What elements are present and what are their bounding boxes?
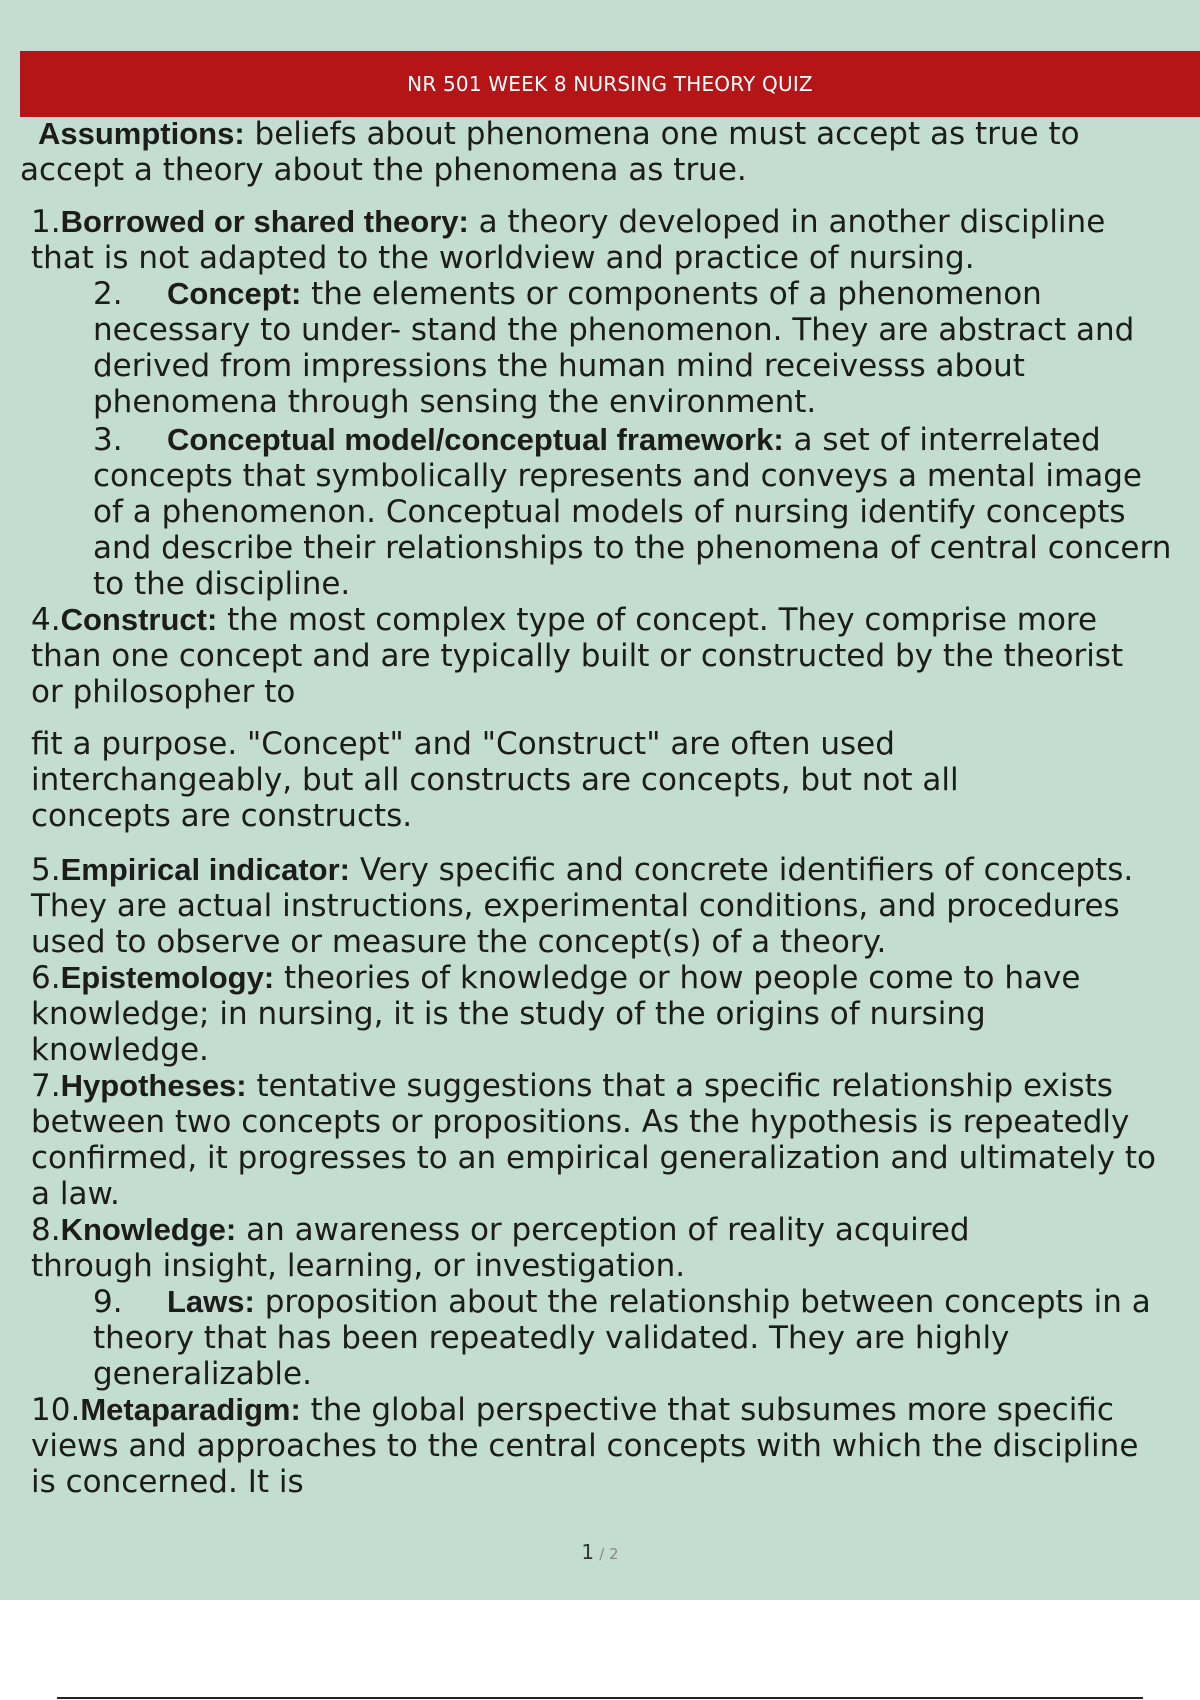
item-number: 4. <box>31 602 61 638</box>
definition-text: between two concepts or propositions. As the hypothesis is repeatedly <box>31 1104 1130 1140</box>
definition-text: interchangeably, but all constructs are concepts, but not all <box>31 762 959 798</box>
term: Conceptual model/conceptual framework: <box>167 422 784 457</box>
definition-item-9 <box>0 1284 1200 1392</box>
term: Empirical indicator: <box>60 852 350 887</box>
definition-text: tentative suggestions that a specific relationship exists <box>246 1068 1113 1104</box>
term: Laws: <box>167 1284 255 1319</box>
definition-text: theories of knowledge or how people come to have <box>274 960 1081 996</box>
construct-continuation <box>0 726 1200 834</box>
definition-text: concepts that symbolically represents and conveys a mental image <box>93 458 1142 494</box>
definition-text: accept a theory about the phenomena as true. <box>20 152 747 188</box>
item-number: 6. <box>31 960 61 996</box>
total-pages: / 2 <box>599 1545 619 1563</box>
definition-text: Very specific and concrete identifiers of concepts. <box>349 852 1134 888</box>
page-indicator <box>0 1540 1200 1564</box>
definition-text: knowledge; in nursing, it is the study of the origins of nursing <box>31 996 986 1032</box>
definition-text: an awareness or perception of reality acquired <box>236 1212 970 1248</box>
definition-item-2 <box>0 276 1200 420</box>
definition-item-1 <box>0 204 1200 276</box>
item-number: 2. <box>93 276 123 312</box>
definition-text: fit a purpose. "Concept" and "Construct" are often used <box>31 726 895 762</box>
term: Assumptions: <box>38 116 245 151</box>
definition-text: is concerned. It is <box>31 1464 304 1500</box>
definition-item-10 <box>0 1392 1200 1500</box>
item-number: 10. <box>31 1392 81 1428</box>
document-body <box>0 116 1200 1500</box>
definition-text: a set of interrelated <box>783 422 1101 458</box>
definition-text: the global perspective that subsumes more specific <box>300 1392 1114 1428</box>
term: Knowledge: <box>60 1212 237 1247</box>
definition-item-6 <box>0 960 1200 1068</box>
item-number: 9. <box>93 1284 123 1320</box>
definition-text: a law. <box>31 1176 120 1212</box>
current-page-number: 1 <box>581 1540 595 1564</box>
definition-text: to the discipline. <box>93 566 351 602</box>
item-number: 1. <box>31 204 61 240</box>
definition-text: generalizable. <box>93 1356 312 1392</box>
item-number: 5. <box>31 852 61 888</box>
divider-line <box>57 1697 1143 1699</box>
definition-text: used to observe or measure the concept(s) of a theory. <box>31 924 887 960</box>
definition-text: through insight, learning, or investigation. <box>31 1248 686 1284</box>
definition-text: proposition about the relationship between concepts in a <box>254 1284 1151 1320</box>
definition-text: the most complex type of concept. They comprise more <box>217 602 1098 638</box>
term: Metaparadigm: <box>80 1392 301 1427</box>
term: Epistemology: <box>60 960 275 995</box>
definition-text: knowledge. <box>31 1032 209 1068</box>
item-number: 7. <box>31 1068 61 1104</box>
definition-text: confirmed, it progresses to an empirical generalization and ultimately to <box>31 1140 1156 1176</box>
item-number: 3. <box>93 422 123 458</box>
document-header <box>20 51 1200 117</box>
definition-text: that is not adapted to the worldview and practice of nursing. <box>31 240 975 276</box>
definition-text: They are actual instructions, experimental conditions, and procedures <box>31 888 1120 924</box>
definition-text: concepts are constructs. <box>31 798 413 834</box>
definition-text: of a phenomenon. Conceptual models of nursing identify concepts <box>93 494 1126 530</box>
definition-item-5 <box>0 852 1200 960</box>
definition-item-8 <box>0 1212 1200 1284</box>
definition-text: necessary to under- stand the phenomenon. They are abstract and <box>93 312 1135 348</box>
definition-text: or philosopher to <box>31 674 296 710</box>
term: Hypotheses: <box>60 1068 247 1103</box>
definition-text: theory that has been repeatedly validated. They are highly <box>93 1320 1010 1356</box>
assumptions-definition <box>0 116 1200 188</box>
definition-text: a theory developed in another discipline <box>468 204 1106 240</box>
definition-text: the elements or components of a phenomenon <box>301 276 1042 312</box>
term: Concept: <box>167 276 302 311</box>
definition-text: views and approaches to the central concepts with which the discipline <box>31 1428 1139 1464</box>
definition-text: than one concept and are typically built or constructed by the theorist <box>31 638 1124 674</box>
definition-text: beliefs about phenomena one must accept as true to <box>244 116 1080 152</box>
definition-text: derived from impressions the human mind receivesss about <box>93 348 1025 384</box>
item-number: 8. <box>31 1212 61 1248</box>
term: Construct: <box>60 602 218 637</box>
definition-text: phenomena through sensing the environment. <box>93 384 817 420</box>
header-title: NR 501 WEEK 8 NURSING THEORY QUIZ <box>407 72 813 96</box>
term: Borrowed or shared theory: <box>60 204 469 239</box>
definition-text: and describe their relationships to the phenomena of central concern <box>93 530 1172 566</box>
definition-item-3 <box>0 422 1200 602</box>
definition-item-7 <box>0 1068 1200 1212</box>
definition-item-4 <box>0 602 1200 710</box>
